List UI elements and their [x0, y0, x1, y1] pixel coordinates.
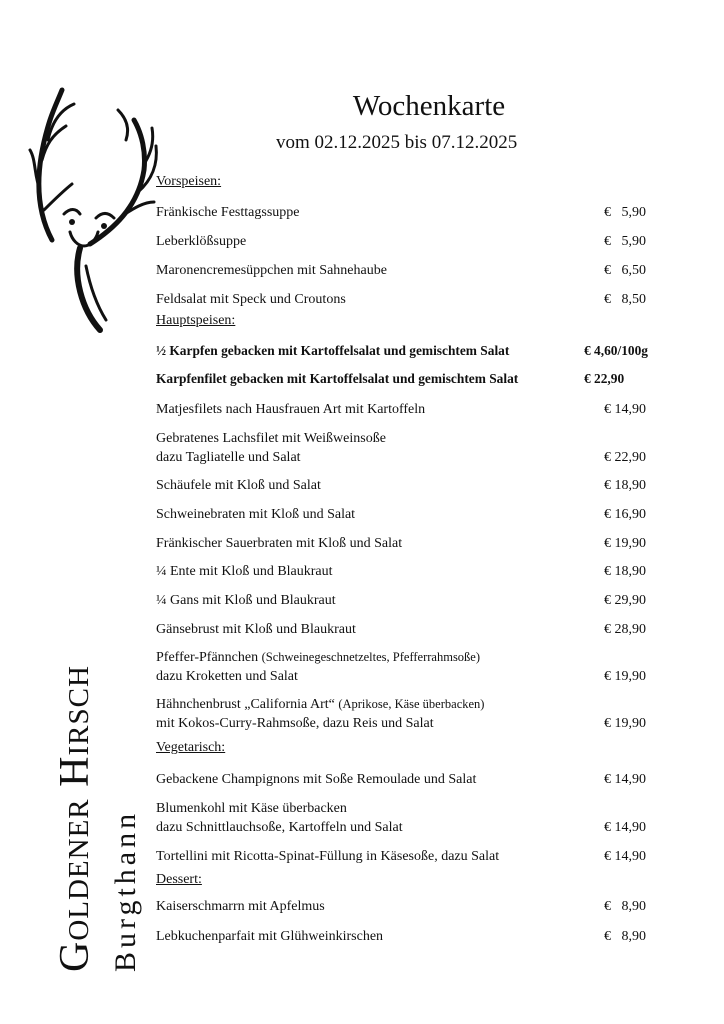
- item-name: Matjesfilets nach Hausfrauen Art mit Kartoffeln: [156, 402, 426, 417]
- section-title-dessert: Dessert:: [156, 872, 202, 887]
- logo: [20, 80, 150, 972]
- item-price: € 6,50: [604, 263, 646, 278]
- item-price: € 22,90: [604, 450, 646, 465]
- item-price: € 4,60/100g: [584, 343, 648, 358]
- menu-item: [156, 524, 676, 553]
- item-name: Gebackene Champignons mit Soße Remoulade und Salat: [156, 772, 477, 787]
- item-price: € 14,90: [604, 772, 646, 787]
- item-name: [156, 799, 604, 837]
- menu-item: [156, 837, 676, 866]
- menu-item: [156, 333, 676, 360]
- menu: [156, 172, 676, 946]
- item-name: [156, 648, 604, 686]
- date-range: vom 02.12.2025 bis 07.12.2025: [276, 132, 518, 153]
- item-note: (Aprikose, Käse überbacken): [338, 697, 485, 711]
- item-note: (Schweinegeschnetzeltes, Pfefferrahmsoße): [261, 650, 481, 664]
- item-name: ¼ Ente mit Kloß und Blaukraut: [156, 564, 333, 579]
- item-price: € 14,90: [604, 820, 646, 835]
- item-name-line2: mit Kokos-Curry-Rahmsoße, dazu Reis und Salat: [156, 716, 434, 731]
- menu-item: [156, 890, 676, 916]
- menu-item: [156, 789, 676, 837]
- item-name-line2: dazu Schnittlauchsoße, Kartoffeln und Salat: [156, 820, 403, 835]
- item-name: ½ Karpfen gebacken mit Kartoffelsalat und gemischtem Salat: [156, 343, 510, 358]
- item-name-line2: dazu Kroketten und Salat: [156, 669, 298, 684]
- item-price: € 5,90: [604, 234, 646, 249]
- stag-antlers-logo: [26, 80, 166, 340]
- item-price: € 18,90: [604, 478, 646, 493]
- menu-item: [156, 916, 676, 946]
- menu-item: [156, 419, 676, 467]
- menu-item: [156, 686, 676, 733]
- menu-item: [156, 581, 676, 610]
- menu-item: [156, 388, 676, 419]
- brand-name: Goldener Hirsch: [52, 665, 98, 972]
- item-name: Maronencremesüppchen mit Sahnehaube: [156, 263, 387, 278]
- menu-item: [156, 610, 676, 639]
- item-name: Lebkuchenparfait mit Glühweinkirschen: [156, 929, 384, 944]
- item-price: € 22,90: [584, 371, 625, 386]
- item-name: Tortellini mit Ricotta-Spinat-Füllung in Käsesoße, dazu Salat: [156, 849, 500, 864]
- item-price: € 14,90: [604, 849, 646, 864]
- item-price: € 19,90: [604, 669, 646, 684]
- section-title-vorspeisen: Vorspeisen:: [156, 174, 222, 189]
- item-price: € 19,90: [604, 536, 646, 551]
- item-name: Schäufele mit Kloß und Salat: [156, 478, 321, 493]
- brand-location: Burgthann: [109, 809, 142, 972]
- section-title-vegetarisch: Vegetarisch:: [156, 740, 226, 755]
- item-price: € 8,90: [604, 899, 646, 914]
- item-price: € 19,90: [604, 716, 646, 731]
- menu-item: [156, 553, 676, 581]
- item-name: Gänsebrust mit Kloß und Blaukraut: [156, 622, 356, 637]
- menu-item: [156, 495, 676, 524]
- item-price: € 28,90: [604, 622, 646, 637]
- item-price: € 14,90: [604, 402, 646, 417]
- menu-item: [156, 360, 676, 388]
- item-price: € 8,90: [604, 929, 646, 944]
- item-name-line2: dazu Tagliatelle und Salat: [156, 450, 301, 465]
- item-name-line1: Hähnchenbrust „California Art“: [156, 697, 335, 712]
- item-name: Fränkischer Sauerbraten mit Kloß und Salat: [156, 536, 403, 551]
- item-price: € 18,90: [604, 564, 646, 579]
- item-price: € 8,50: [604, 292, 646, 307]
- menu-item: [156, 222, 676, 251]
- item-name: Feldsalat mit Speck und Croutons: [156, 292, 346, 307]
- menu-item: [156, 251, 676, 280]
- page-title: Wochenkarte: [352, 90, 506, 122]
- item-name-line1: Pfeffer-Pfännchen: [156, 650, 259, 665]
- item-name-line1: Gebratenes Lachsfilet mit Weißweinsoße: [156, 431, 386, 446]
- item-price: € 5,90: [604, 205, 646, 220]
- menu-item: [156, 280, 676, 309]
- menu-item: [156, 467, 676, 495]
- item-price: € 16,90: [604, 507, 646, 522]
- item-name-line1: Blumenkohl mit Käse überbacken: [156, 801, 347, 816]
- menu-item: [156, 759, 676, 789]
- item-name: [156, 429, 604, 467]
- menu-item: [156, 192, 676, 222]
- item-name: Leberklößsuppe: [156, 234, 247, 249]
- menu-item: [156, 639, 676, 686]
- item-price: € 29,90: [604, 593, 646, 608]
- section-title-hauptspeisen: Hauptspeisen:: [156, 313, 236, 328]
- item-name: [156, 695, 604, 733]
- item-name: ¼ Gans mit Kloß und Blaukraut: [156, 593, 336, 608]
- item-name: Karpfenfilet gebacken mit Kartoffelsalat und gemischtem Salat: [156, 371, 519, 386]
- item-name: Fränkische Festtagssuppe: [156, 205, 300, 220]
- item-name: Kaiserschmarrn mit Apfelmus: [156, 899, 325, 914]
- item-name: Schweinebraten mit Kloß und Salat: [156, 507, 356, 522]
